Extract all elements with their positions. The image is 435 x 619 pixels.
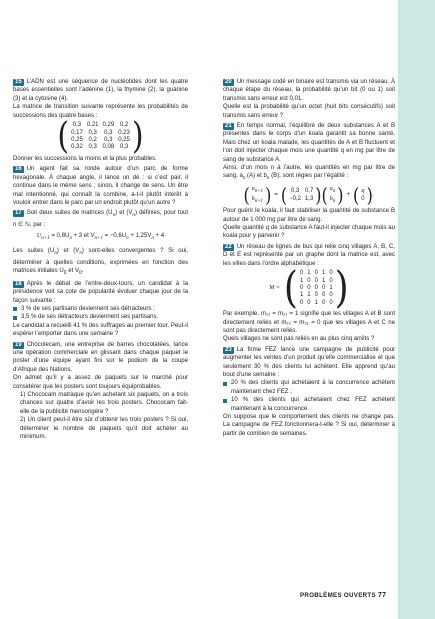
matrix-cell: 0 (329, 277, 333, 284)
matrix-cell: 0 (307, 299, 311, 306)
matrix-cell: 1 (314, 299, 318, 306)
matrix-cell: 0,08 (102, 144, 115, 151)
left-column (13, 78, 188, 443)
matrix-cell: 0 (314, 270, 318, 277)
matrix-cell: 0,3 (104, 137, 113, 144)
exercise-20 (223, 78, 395, 120)
exercise-text: La matrice de transition suivante représente les probabilités de successions des quatre bases : (13, 104, 188, 119)
exercise-number: 19 (15, 341, 22, 348)
exercise-text: Pour guérir le koala, il faut stabiliser la quantité de substance B autour de 1 000 mg par litre de sang. (223, 208, 395, 223)
exercise-text: (B), sont régies par l’égalité : (269, 173, 349, 180)
exercise-number: 23 (225, 346, 232, 353)
exercise-text: Chocolecam, une entreprise de barres chocolatées, lance une opération commerciale en glissant dans chaque paquet le poster d’une équipe ayant fini sur le podium de la coupe d’Afrique des Nations. (13, 341, 188, 373)
equation-part: + 4 (153, 233, 165, 240)
exercise-text: Un réseau de lignes de bus qui relie cinq villages A, B, C, D et E est représenté par un graphe dont la matrice est, avec les villes dans l’ordre alphabétique : (223, 243, 395, 267)
exercise-text: Quelle est la probabilité qu’un octet (huit bits consécutifs) soit transmis sans erreur ? (223, 104, 395, 119)
bullet-item: 3,5 % de ses détracteurs deviennent ses partisans. (13, 313, 188, 321)
exercise-text: ) et (V (115, 210, 133, 217)
matrix-cell: 0,25 (71, 137, 83, 144)
exercise-21: 21 En temps normal, l’équilibre de deux substances A et B présentes dans le corps d’un koala garantit sa bonne santé. Mais chez un koala malade, les quantités de A et B fluctuent et l’on doit injecter chaque mois une quantité q en mg par litre de sang de substance A. Ainsi, d’un mois n à l’autre, les quantités en mg par litre de sang, $a_n$ (A) et $b_n$ (B), sont régies par l’égalité : ( $a_{n+1}$ $b_{n+1}$ ) = ( 0,3 0,7 −0,2 1,3 ) ( $a_n$ $b_n$ ) + ( q 0 ) . Pour guérir le koala, il faut stabiliser la quantité de substance B autour de 1 000 mg par litre de sang. Quelle quantité q de substance A faut-il injecter chaque mois au koala pour y parvenir ? (223, 123, 395, 240)
exercise-text: Un agent fait sa ronde autour d’un parc de forme hexagonale. À chaque angle, il lance un dé : si c’est pair, il continue dans le même sens ; sinon, il change de sens. Un être mal intentionné, qui connaît la combine, a-t-il plutôt intérêt à vouloir entrer dans le parc par un endroit plutôt qu’un autre ? (13, 166, 188, 207)
exercise-text: et V (66, 268, 79, 275)
matrix-cell: 1 (307, 292, 311, 299)
exercise-number: 20 (225, 79, 232, 85)
exercise-number: 18 (15, 280, 22, 287)
exercise-17: 17 Soit deux suites de matrices $(U_n)$ et $(V_n)$ définies, pour tout n ∈ ℕ, par : $U_{n+1} = 0,8U_n + 3$ et $V_{n+1} = -0,6U_n + 1,25V_n + 4$ Les suites $(U_n)$ et $(V_n)$ sont-elles convergentes ? Si oui, déterminer à quelles conditions, exprimées en fonction des matrices initiales $U_0$ et $V_0$. (13, 210, 189, 277)
matrix-cell: 0,3 (88, 129, 97, 136)
matrix-cell: 0 (307, 284, 311, 291)
matrix-cell: 0 (314, 292, 318, 299)
right-column (223, 78, 395, 440)
matrix-cell: 0 (314, 277, 318, 284)
vector-next: ( $a_{n+1}$ $b_{n+1}$ ) (243, 183, 272, 207)
transition-matrix (13, 115, 188, 158)
left-paren: ( (283, 263, 298, 313)
matrix-cell: 1,3 (304, 195, 314, 202)
matrix-cell: 1 (307, 270, 311, 277)
matrix-cell: 0 (329, 299, 333, 306)
matrix-cell: 0,3 (119, 144, 129, 151)
matrix-cell: 0,2 (119, 122, 129, 129)
exercise-text: . (81, 268, 84, 275)
matrix-cell: 0,2 (88, 137, 97, 144)
matrix-cell: 0,17 (71, 129, 83, 136)
matrix-cell: 0 (329, 270, 333, 277)
exercise-number: 15 (15, 79, 22, 85)
vector-injection: ( q 0 ) (353, 183, 373, 207)
exercise-text: Soit deux suites de matrices (U (26, 210, 113, 217)
matrix-cell: 0 (321, 292, 326, 299)
equation-part: = −0,6U (102, 233, 127, 240)
exercise-number: 21 (225, 123, 232, 130)
exercise-question: Quelle quantité q de substance A faut-il injecter chaque mois au koala pour y parvenir ? (223, 225, 395, 240)
koala-equation: ( $a_{n+1}$ $b_{n+1}$ ) = ( 0,3 0,7 −0,2 1,3 ) ( $a_n$ $b_n$ ) + ( q 0 ) . (243, 183, 375, 207)
exercise-text: La firme FEZ lance une campagne de publicité pour augmenter les ventes d’un produit qu’elle commercialise et que seulement 30 % des clients lui achètent. Elle apprend qu’au bout d’une semaine : (223, 346, 395, 378)
exercise-18 (13, 280, 188, 339)
bullet-item: 3 % de ses partisans deviennent ses détracteurs ; (13, 305, 188, 313)
exercise-text: L’ADN est une séquence de nucléotides dont les quatre bases essentielles sont l’adénine (1), la thymine (2), la guanine (3) et la cytosine (4). (13, 79, 188, 102)
exercise-number: 17 (15, 210, 22, 217)
section-label: PROBLÈMES OUVERTS (300, 592, 376, 599)
equation-part: + 3 et V (71, 233, 95, 240)
matrix-cell: 0 (321, 284, 326, 291)
exercise-text: ) définies, pour tout n ∈ ℕ, par : (13, 210, 189, 229)
exercise-22 (223, 243, 395, 344)
matrix-cell: 0,3 (88, 144, 97, 151)
matrix-cell: 0,21 (86, 122, 99, 129)
exercise-text: Un message codé en binaire est transmis via un réseau. À chaque étape du réseau, la probabilité qu’un bit (0 ou 1) soit transmis sans erreur est 0,01. (223, 79, 395, 102)
exercise-text: En temps normal, l’équilibre de deux substances A et B présentes dans le corps d’un koala garantit sa bonne santé. Mais chez un koala malade, les quantités de A et B fluctuent et l’on doit injecter chaque mois une quantité q en mg par litre de sang de substance A. (223, 123, 395, 163)
matrix-cell: 1 (321, 270, 326, 277)
exercise-text: Par exemple, m₁₂ = m₂₁ = 1 signifie que les villages A et B sont directement reliés et m₁₃ = m₃₁ = 0 que les villages A et C ne sont pas directement reliés. (223, 311, 395, 334)
matrix-cell: 0,25 (118, 137, 130, 144)
matrix-cell: 0,7 (304, 188, 314, 195)
exercise-number: 22 (225, 243, 232, 250)
exercise-number: 16 (15, 166, 22, 173)
exercise-text: Les suites (U (13, 248, 55, 255)
exercise-question: Quels villages ne sont pas reliés en au plus cinq arrêts ? (223, 336, 375, 343)
vector-current: ( $a_n$ $b_n$ ) (321, 183, 344, 207)
exercise-text: Le candidat a recueilli 41 % des suffrages au premier tour. Peut-il espérer l’emporter dans une semaine ? (13, 322, 188, 338)
matrix-table (69, 122, 132, 152)
matrix-cell: 1 (299, 292, 304, 299)
exercise-23 (223, 346, 395, 438)
exercise-text: ) sont-elles convergentes ? Si oui, déterminer à quelles conditions, exprimées en fonction des matrices initiales U (13, 248, 188, 275)
matrix-cell: 0,3 (72, 122, 82, 129)
bullet-item: 10 % des clients qui achetaient chez FEZ achètent maintenant à la concurrence. (223, 396, 395, 413)
side-color-tab (398, 0, 435, 619)
exercise-text: Ainsi, d’un mois n à l’autre, les quantités en mg par litre de sang, a (223, 165, 395, 180)
exercise-text: Après le débat de l’entre-deux-tours, un candidat à la présidence voit sa cote de popularité évoluer chaque jour de la façon suivante : (13, 280, 188, 304)
page-footer (300, 592, 386, 599)
exercise-text: (A) et b (245, 173, 267, 180)
equation-part: + 1,25V (128, 233, 152, 240)
equation-part: = 0,8U (49, 233, 70, 240)
matrix-cell: 1 (299, 277, 304, 284)
matrix-cell: 1 (329, 284, 333, 291)
matrix-cell: 0,3 (104, 129, 113, 136)
matrix-cell: 0,23 (118, 129, 130, 136)
matrix-cell: 0 (307, 277, 311, 284)
matrix-cell: 0 (329, 292, 333, 299)
bullet-item: 20 % des clients qui achetaient à la concurrence achètent maintenant chez FEZ ; (223, 379, 395, 396)
matrix-cell: 0,32 (71, 144, 83, 151)
matrix-cell: −0,2 (289, 195, 301, 202)
equation-part: U (36, 233, 42, 240)
exercise-16 (13, 165, 188, 207)
question-item: 2) Un client peut-il être sûr d’obtenir les trois posters ? Si oui, déterminer le nombre de paquets qu’il doit acheter au minimum. (20, 417, 188, 441)
exercise-text: ) et (V (56, 248, 80, 255)
matrix-cell: 0 (314, 284, 318, 291)
page-number: 77 (377, 592, 387, 599)
matrix-label: M = (269, 285, 280, 292)
adjacency-matrix (223, 263, 395, 313)
matrix-cell: 1 (321, 277, 326, 284)
question-item: 1) Chococam matraque qu’en achetant six paquets, on a trois chances sur quatre d’avoir les trois posters. Chococam fait-elle de la publicité mensongère ? (20, 392, 188, 415)
matrix-cell: 0 (321, 299, 326, 306)
exercise-text: On suppose que le comportement des clients ne change pas. La campagne de FEZ fonctionnera-t-elle ? Si oui, déterminer à partir de combien de semaines. (223, 414, 395, 437)
left-paren: ( (57, 115, 70, 158)
matrix-cell: 0,3 (290, 188, 300, 195)
right-paren: ) (334, 263, 349, 313)
matrix-cell: 0 (299, 299, 304, 306)
exercise-text: On admet qu’il y a assez de paquets sur le marché pour considérer que les posters sont toujours équiprobables. (13, 375, 188, 390)
exercise-15 (13, 78, 188, 163)
matrix-table (298, 270, 335, 307)
matrix-cell: 0 (299, 270, 304, 277)
coefficient-matrix: ( 0,3 0,7 −0,2 1,3 ) (280, 183, 322, 207)
exercise-question: Donner les successions la moins et la plus probables. (13, 156, 157, 163)
matrix-cell: 0,29 (102, 122, 115, 129)
recurrence-equations: $U_{n+1} = 0,8U_n + 3$ et $V_{n+1} = -0,6U_n + 1,25V_n + 4$ (36, 233, 165, 242)
exercise-19 (13, 341, 188, 442)
matrix-cell: 0 (299, 284, 304, 291)
right-paren: ) (131, 115, 144, 158)
